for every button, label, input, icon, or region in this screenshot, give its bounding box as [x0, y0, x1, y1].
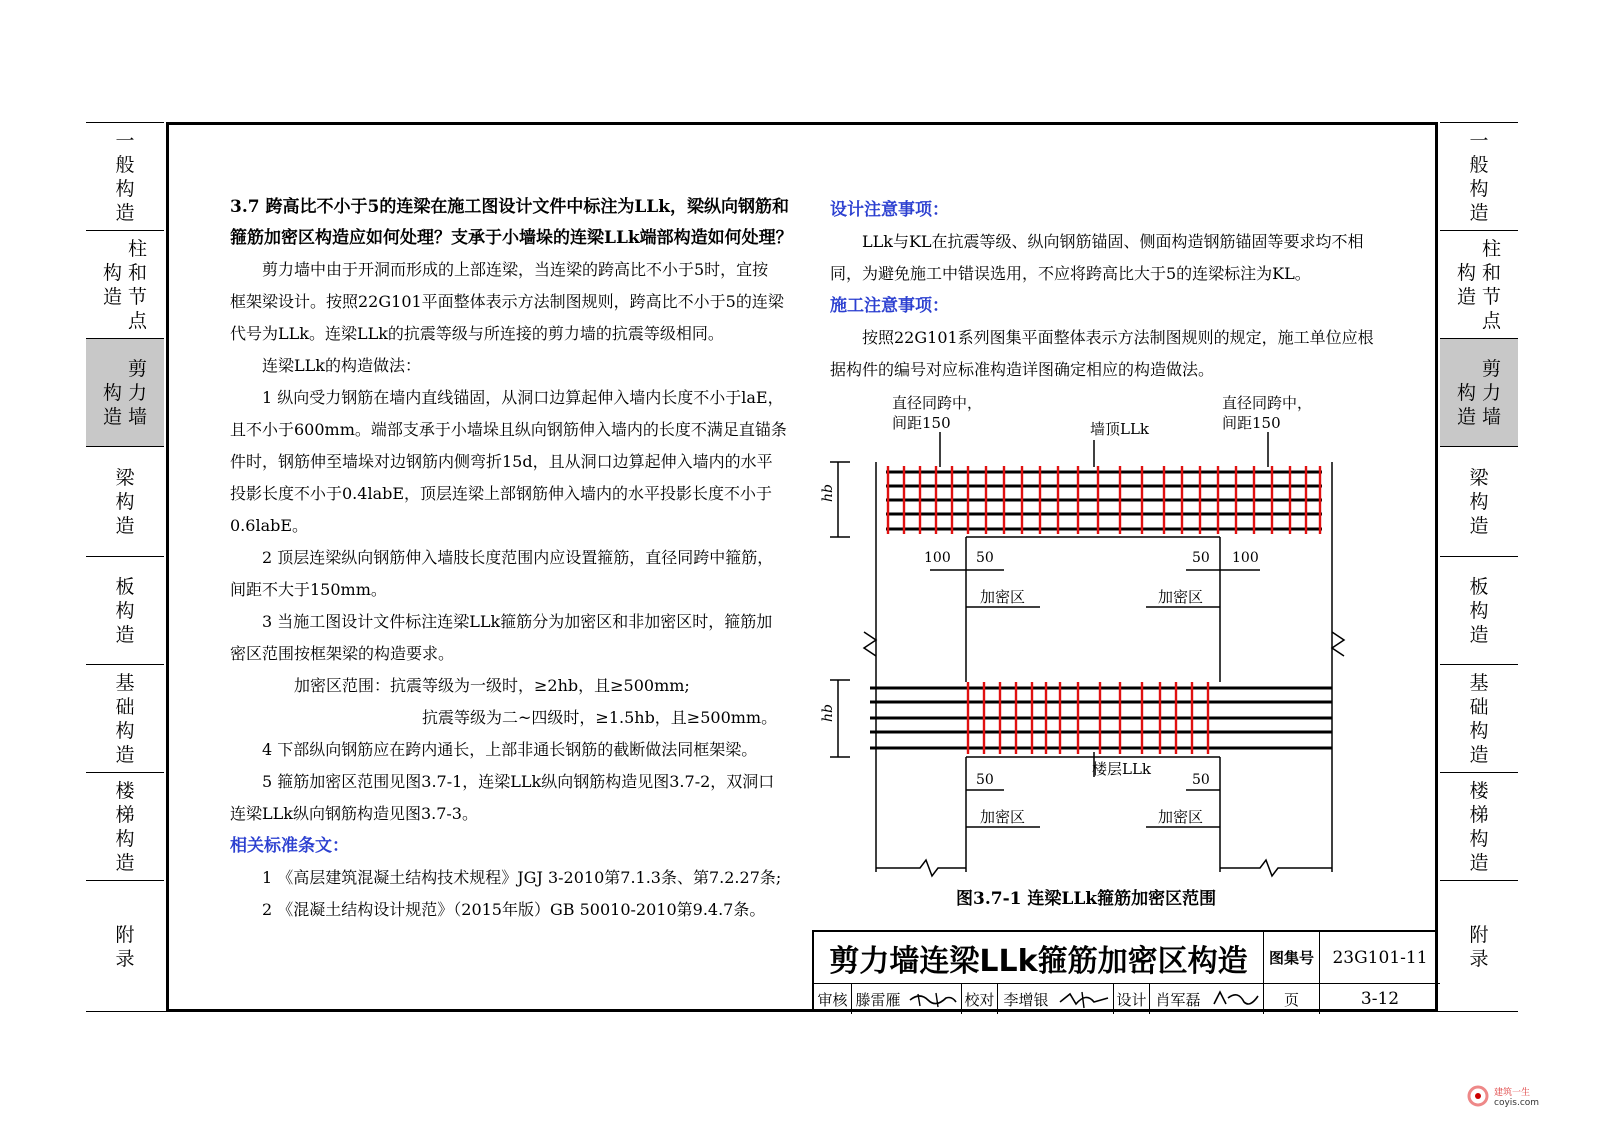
side-tab-char: 梯 [115, 803, 135, 826]
side-tab-char: 础 [115, 695, 135, 718]
side-tab-char: 础 [1469, 695, 1489, 718]
side-tab-char: 一 [115, 129, 135, 152]
item5-line-1: 5 箍筋加密区范围见图3.7-1，连梁LLk纵向钢筋构造见图3.7-2，双洞口 [230, 772, 775, 791]
standard-1: 1 《高层建筑混凝土结构技术规程》JGJ 3-2010第7.1.3条、第7.2.27条; [230, 868, 782, 887]
side-tab-char: 楼 [115, 779, 135, 802]
item2-line-1: 2 顶层连梁纵向钢筋伸入墙肢长度范围内应设置箍筋，直径同跨中箍筋， [230, 548, 774, 567]
design-label: 设计 [1114, 984, 1150, 1014]
side-tab-char: 造 [115, 201, 135, 224]
side-tab-char: 造 [102, 285, 122, 308]
review-label: 审核 [814, 984, 852, 1014]
side-tab-char: 剪 [128, 357, 148, 380]
side-tab-char: 墙 [128, 405, 148, 428]
section-heading-line-2: 箍筋加密区构造应如何处理？支承于小墙垛的连梁LLk端部构造如何处理？ [230, 228, 793, 248]
side-tab-char: 梁 [1469, 466, 1489, 489]
item1-line-5: 0.6labE。 [230, 516, 309, 535]
atlas-number-label: 图集号 [1264, 932, 1320, 984]
label-right-line-2: 间距150 [1222, 414, 1281, 432]
side-tab-char: 般 [1469, 153, 1489, 176]
hb-label-bottom: hb [820, 704, 836, 722]
left-text-column [230, 192, 793, 926]
side-tab-char: 剪 [1482, 357, 1502, 380]
item2-line-2: 间距不大于150mm。 [230, 580, 387, 599]
design-note-line-1: LLk与KL在抗震等级、纵向钢筋锚固、侧面构造钢筋锚固等要求均不相 [830, 232, 1364, 251]
side-tab-appendix[interactable] [1440, 880, 1518, 1012]
side-tab-char: 墙 [1482, 405, 1502, 428]
zone-lower-right: 加密区 [1158, 808, 1204, 826]
label-floor-beam: 楼层LLk [1092, 760, 1152, 778]
method-title: 连梁LLk的构造做法： [230, 356, 421, 375]
construction-note-line-2: 据构件的编号对应标准构造详图确定相应的构造做法。 [830, 360, 1215, 379]
label-right-line-1: 直径同跨中， [1222, 394, 1313, 412]
side-tab-char: 基 [1469, 671, 1489, 694]
item3-line-2: 密区范围按框架梁的构造要求。 [230, 644, 455, 663]
side-tab-char: 造 [1469, 623, 1489, 646]
side-tab-char: 附 [1469, 923, 1489, 946]
design-note-line-2: 同，为避免施工中错误选用，不应将跨高比大于5的连梁标注为KL。 [830, 264, 1311, 283]
range-line-2: 抗震等级为二~四级时，≥1.5hb，且≥500mm。 [230, 708, 778, 727]
side-tab-char: 节 [128, 285, 148, 308]
right-text-column [830, 194, 1390, 386]
side-tab-beam[interactable] [86, 446, 164, 556]
zone-upper-right: 加密区 [1158, 588, 1204, 606]
break-mark-bottom-right [1220, 860, 1332, 876]
side-tab-slab[interactable] [86, 556, 164, 664]
checker-signature [1054, 984, 1114, 1014]
item3-line-1: 3 当施工图设计文件标注连梁LLk箍筋分为加密区和非加密区时，箍筋加 [230, 612, 773, 631]
item1-line-4: 投影长度不小于0.4labE，顶层连梁上部钢筋伸入墙内的水平投影长度不小于 [230, 484, 773, 503]
side-tab-beam[interactable] [1440, 446, 1518, 556]
side-tab-char: 构 [115, 490, 135, 513]
item5-line-2: 连梁LLk纵向钢筋构造见图3.7-3。 [230, 804, 478, 823]
side-tab-char: 构 [1469, 177, 1489, 200]
side-tab-column[interactable] [1440, 230, 1518, 338]
dim-50-lower-right: 50 [1192, 772, 1210, 788]
side-tab-general[interactable] [86, 122, 164, 230]
side-tab-char: 板 [115, 575, 135, 598]
side-tab-char: 楼 [1469, 779, 1489, 802]
intro-line-2: 框架梁设计。按照22G101平面整体表示方法制图规则，跨高比不小于5的连梁 [230, 292, 784, 311]
item4: 4 下部纵向钢筋应在跨内通长，上部非通长钢筋的截断做法同框架梁。 [230, 740, 758, 759]
side-tab-char: 基 [115, 671, 135, 694]
side-tab-foundation[interactable] [1440, 664, 1518, 772]
side-tab-char: 构 [1469, 827, 1489, 850]
side-tab-char: 节 [1482, 285, 1502, 308]
item1-line-1: 1 纵向受力钢筋在墙内直线锚固，从洞口边算起伸入墙内长度不小于laE， [230, 388, 784, 407]
dim-50-left: 50 [976, 550, 994, 566]
dim-100-right: 100 [1232, 550, 1259, 566]
designer-name: 肖军磊 [1155, 990, 1201, 1009]
check-label: 校对 [962, 984, 998, 1014]
side-tab-char: 构 [1469, 719, 1489, 742]
upper-opening [966, 537, 1220, 682]
side-tab-char: 录 [1469, 947, 1489, 970]
dim-50-right: 50 [1192, 550, 1210, 566]
side-tab-char: 柱 [1482, 237, 1502, 260]
page-label: 页 [1264, 984, 1320, 1014]
title-block [812, 930, 1438, 1012]
side-tab-char: 点 [1482, 309, 1502, 332]
item1-line-2: 且不小于600mm。端部支承于小墙垛且纵向钢筋伸入墙内的长度不满足直锚条 [230, 420, 787, 439]
side-tab-char: 梯 [1469, 803, 1489, 826]
watermark-text-1: 建筑一生 [1494, 1087, 1531, 1098]
drawing-title: 剪力墙连梁LLk箍筋加密区构造 [814, 932, 1264, 984]
design-notes-title: 设计注意事项： [830, 200, 949, 220]
intro-line-1: 剪力墙中由于开洞而形成的上部连梁，当连梁的跨高比不小于5时，宜按 [230, 260, 769, 279]
break-mark-left [864, 632, 876, 656]
side-tab-char: 构 [115, 827, 135, 850]
checker-name: 李增银 [1003, 990, 1049, 1009]
side-tab-char: 造 [1456, 285, 1476, 308]
designer-signature [1206, 984, 1264, 1014]
section-heading-line-1: 3.7 跨高比不小于5的连梁在施工图设计文件中标注为LLk，梁纵向钢筋和 [230, 197, 790, 217]
page-number: 3-12 [1360, 989, 1400, 1009]
side-tab-char: 造 [1456, 405, 1476, 428]
side-tab-appendix[interactable] [86, 880, 164, 1012]
side-tab-char: 柱 [128, 237, 148, 260]
side-tab-shearwall[interactable] [86, 338, 164, 446]
item1-line-3: 件时，钢筋伸至墙垛对边钢筋内侧弯折15d，且从洞口边算起伸入墙内的水平 [230, 452, 773, 471]
watermark [1466, 1084, 1539, 1108]
zone-lower-left: 加密区 [980, 808, 1026, 826]
stirrup-zone-figure [820, 392, 1380, 912]
side-tab-char: 造 [115, 851, 135, 874]
side-tab-char: 造 [115, 623, 135, 646]
label-top-beam: 墙顶LLk [1090, 420, 1150, 438]
side-tab-char: 造 [1469, 743, 1489, 766]
hb-label-top: hb [820, 484, 836, 502]
break-mark-right [1332, 632, 1344, 656]
side-tab-char: 力 [1482, 381, 1502, 404]
side-tab-general[interactable] [1440, 122, 1518, 230]
side-tab-char: 和 [128, 261, 148, 284]
side-tab-char: 附 [115, 923, 135, 946]
construction-notes-title: 施工注意事项： [830, 296, 949, 316]
zone-upper-left: 加密区 [980, 588, 1026, 606]
side-tab-char: 点 [128, 309, 148, 332]
side-tab-char: 构 [115, 599, 135, 622]
atlas-number: 23G101-11 [1320, 932, 1440, 984]
range-line-1: 加密区范围：抗震等级为一级时，≥2hb，且≥500mm; [230, 676, 690, 695]
side-tab-stair[interactable] [1440, 772, 1518, 880]
side-tab-char: 板 [1469, 575, 1489, 598]
side-tab-shearwall[interactable] [1440, 338, 1518, 446]
side-tab-char: 和 [1482, 261, 1502, 284]
side-tab-char: 构 [1456, 381, 1476, 404]
side-tab-char: 造 [1469, 851, 1489, 874]
side-tab-char: 构 [115, 177, 135, 200]
side-tab-slab[interactable] [1440, 556, 1518, 664]
side-tab-char: 般 [115, 153, 135, 176]
standard-2: 2 《混凝土结构设计规范》（2015年版）GB 50010-2010第9.4.7条。 [230, 900, 766, 919]
dim-100-left: 100 [924, 550, 951, 566]
side-tab-char: 构 [102, 381, 122, 404]
reviewer-signature [904, 984, 962, 1014]
side-tab-char: 构 [115, 719, 135, 742]
watermark-logo-icon [1466, 1084, 1490, 1108]
figure-caption: 图3.7-1 连梁LLk箍筋加密区范围 [956, 889, 1217, 909]
side-tab-char: 构 [102, 261, 122, 284]
side-tab-char: 构 [1469, 599, 1489, 622]
watermark-text-2: coyis.com [1494, 1097, 1540, 1108]
label-left-line-2: 间距150 [892, 414, 951, 432]
side-tab-char: 录 [115, 947, 135, 970]
side-tab-column[interactable] [86, 230, 164, 338]
side-tab-char: 力 [128, 381, 148, 404]
reviewer-name: 滕雷雁 [855, 990, 901, 1009]
side-tab-char: 造 [115, 514, 135, 537]
side-tab-char: 构 [1469, 490, 1489, 513]
side-tab-char: 一 [1469, 129, 1489, 152]
side-tab-foundation[interactable] [86, 664, 164, 772]
construction-note-line-1: 按照22G101系列图集平面整体表示方法制图规则的规定，施工单位应根 [830, 328, 1374, 347]
standards-title: 相关标准条文： [230, 836, 349, 856]
side-tab-char: 构 [1456, 261, 1476, 284]
side-tab-char: 梁 [115, 466, 135, 489]
dim-50-lower-left: 50 [976, 772, 994, 788]
break-mark-bottom-left [876, 860, 966, 876]
side-tab-char: 造 [1469, 514, 1489, 537]
side-tab-char: 造 [115, 743, 135, 766]
side-tab-char: 造 [1469, 201, 1489, 224]
intro-line-3: 代号为LLk。连梁LLk的抗震等级与所连接的剪力墙的抗震等级相同。 [230, 324, 724, 343]
side-tab-char: 造 [102, 405, 122, 428]
label-left-line-1: 直径同跨中， [892, 394, 983, 412]
side-tab-stair[interactable] [86, 772, 164, 880]
